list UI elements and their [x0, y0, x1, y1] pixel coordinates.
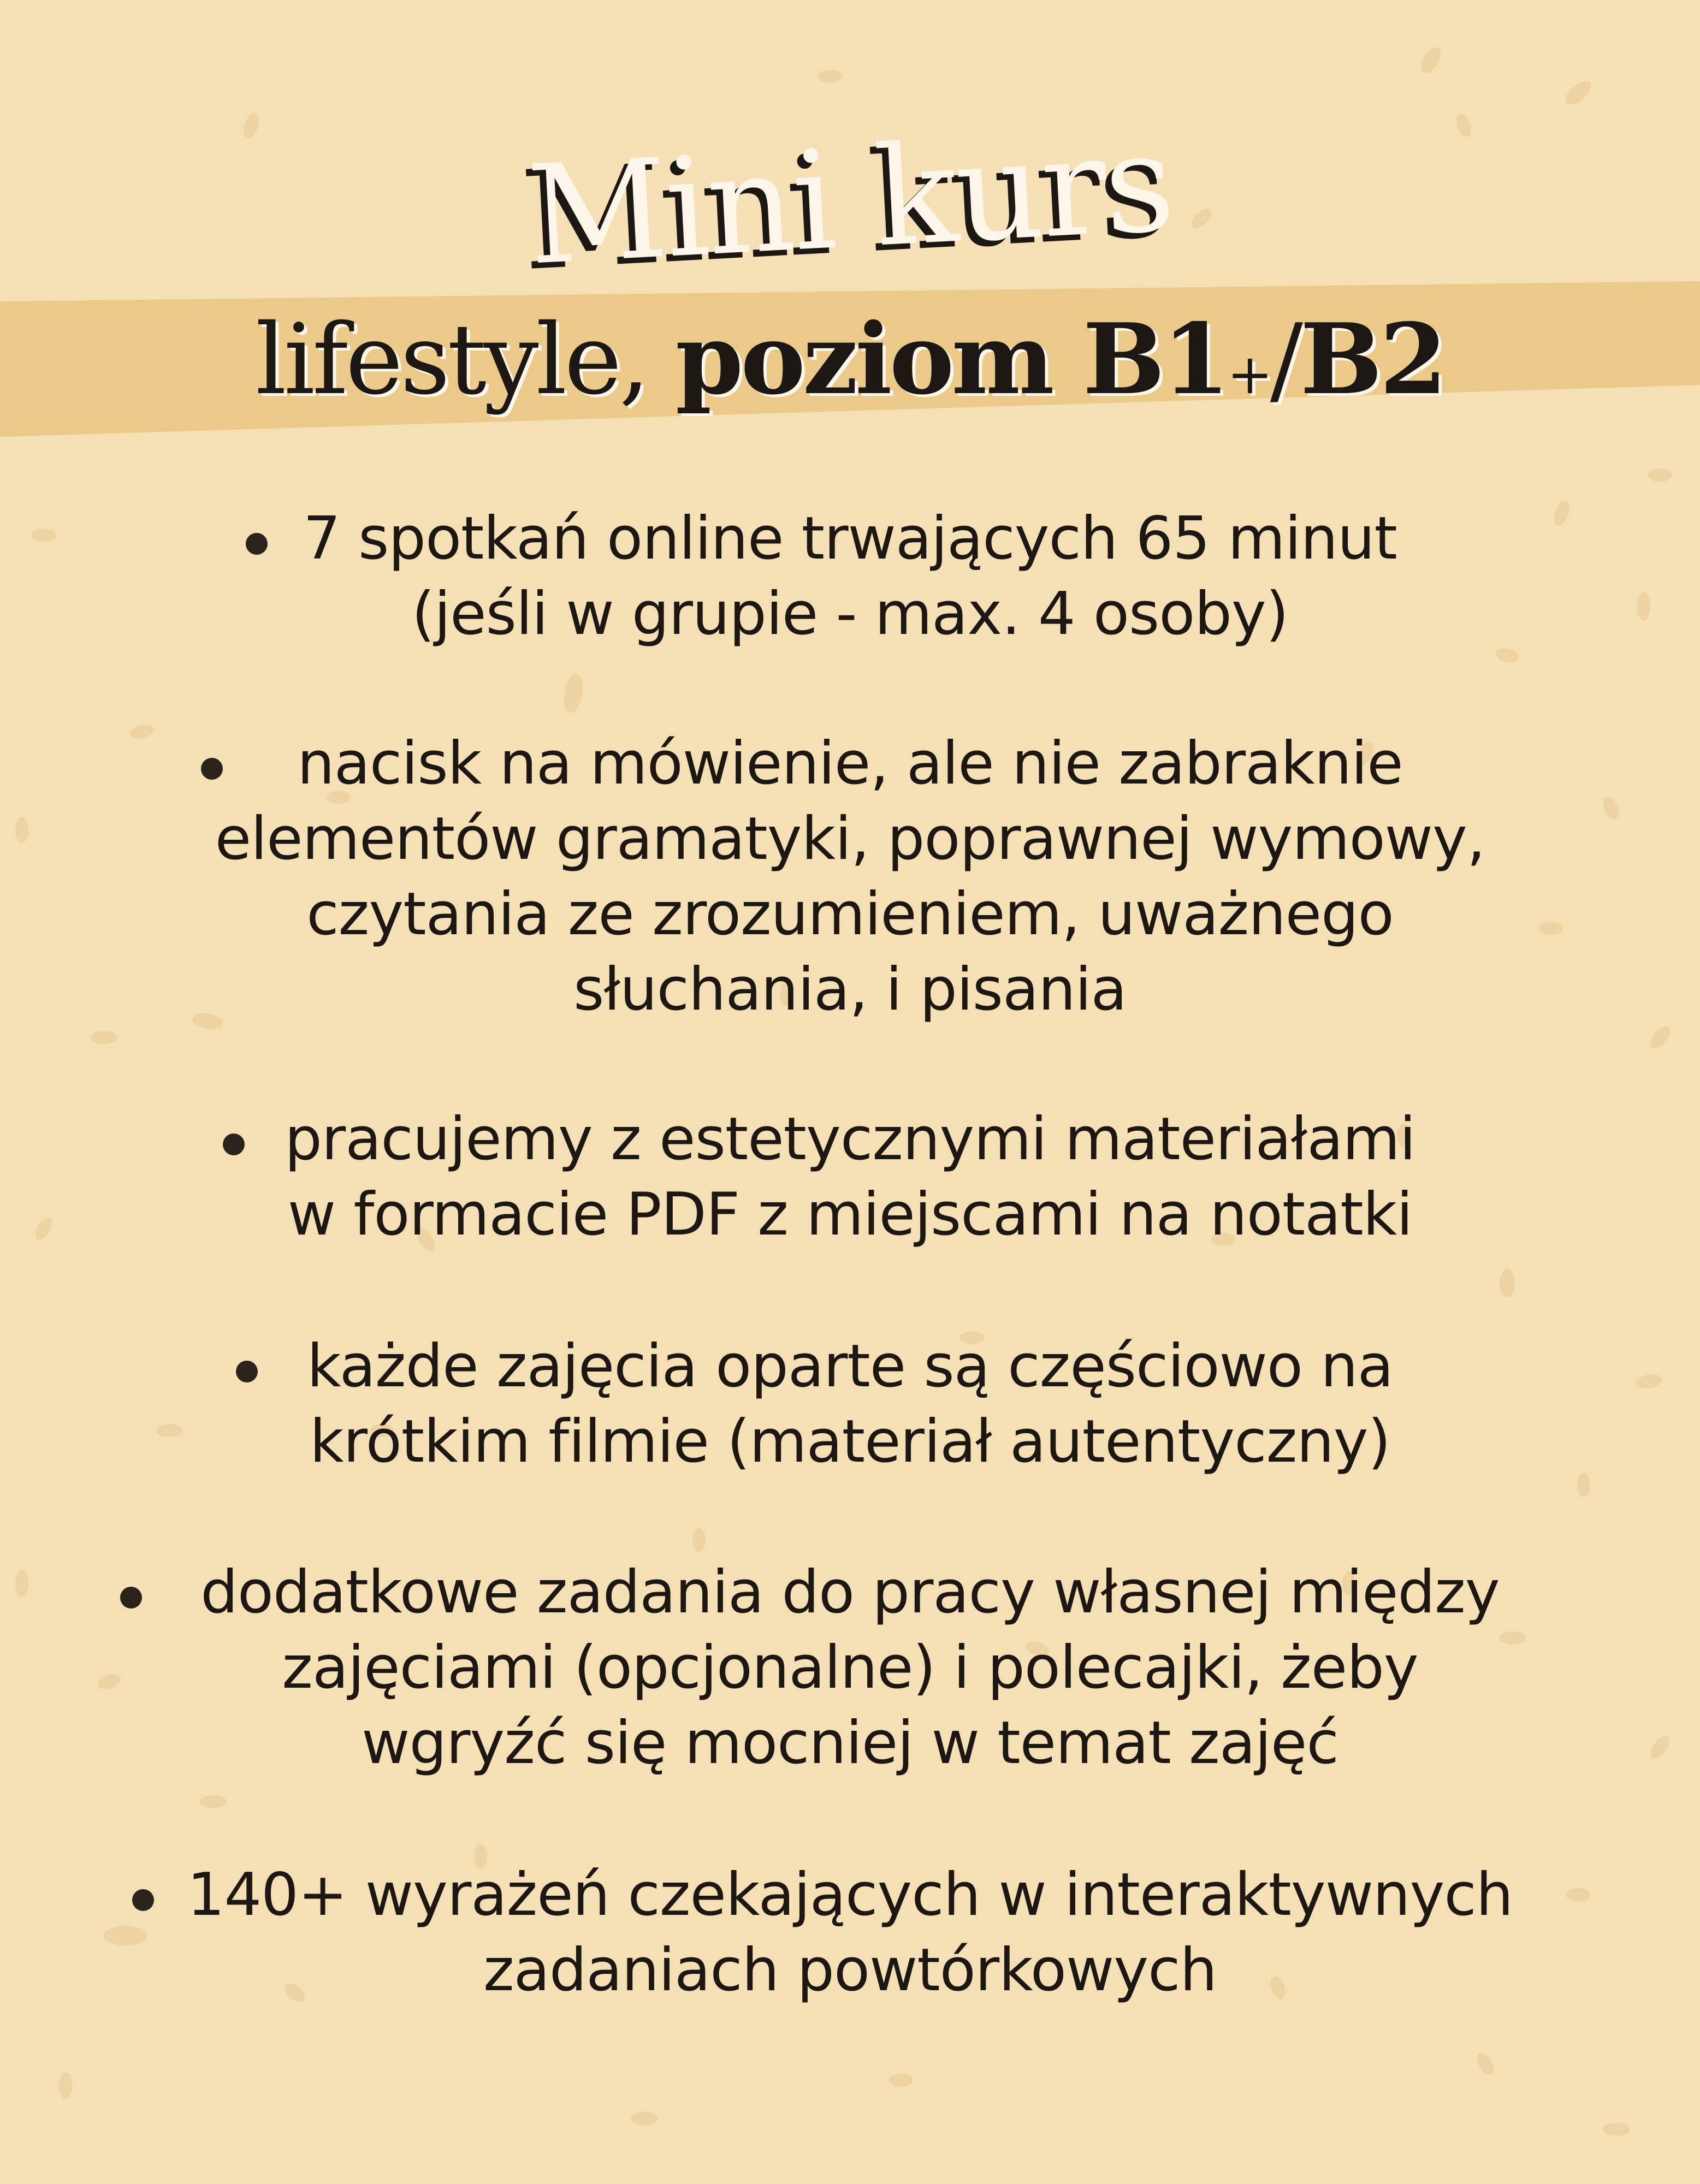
feature-line: wgryźć się mocniej w temat zajęć [362, 1709, 1338, 1777]
feature-line: krótkim filmie (materiał autentyczny) [310, 1408, 1390, 1476]
feature-item [0, 726, 1700, 1028]
subtitle-slash: / [1270, 303, 1300, 416]
feature-line: nacisk na mówienie, ale nie zabraknie [297, 729, 1403, 798]
subtitle-level: poziom B1 [675, 302, 1228, 416]
course-title: Mini kurs [524, 103, 1176, 295]
feature-line: zajęciami (opcjonalne) i polecajki, żeby [282, 1634, 1418, 1702]
feature-line: zadaniach powtórkowych [483, 1936, 1217, 2004]
feature-line: słuchania, i pisania [573, 956, 1127, 1024]
course-subtitle [0, 302, 1700, 416]
feature-item [0, 1555, 1700, 1781]
feature-line: czytania ze zrozumieniem, uważnego [306, 880, 1394, 948]
feature-line: każde zajęcia oparte są częściowo na [307, 1332, 1393, 1400]
subtitle-plus: + [1227, 342, 1270, 406]
feature-line: 140+ wyrażeń czekających w interaktywnych [187, 1861, 1513, 1929]
subtitle-level-end: B2 [1300, 302, 1445, 416]
feature-item [0, 1329, 1700, 1480]
feature-line: elementów gramatyki, poprawnej wymowy, [215, 805, 1485, 873]
feature-line: pracujemy z estetycznymi materiałami [285, 1105, 1415, 1173]
feature-line: w formacie PDF z miejscami na notatki [287, 1180, 1413, 1249]
feature-item [0, 1102, 1700, 1253]
subtitle-topic: lifestyle, [255, 303, 676, 416]
feature-line: dodatkowe zadania do pracy własnej między [200, 1558, 1500, 1627]
feature-item [0, 501, 1700, 652]
feature-line: (jeśli w grupie - max. 4 osoby) [412, 580, 1288, 648]
feature-item [0, 1857, 1700, 2008]
feature-line: 7 spotkań online trwających 65 minut [303, 505, 1397, 573]
